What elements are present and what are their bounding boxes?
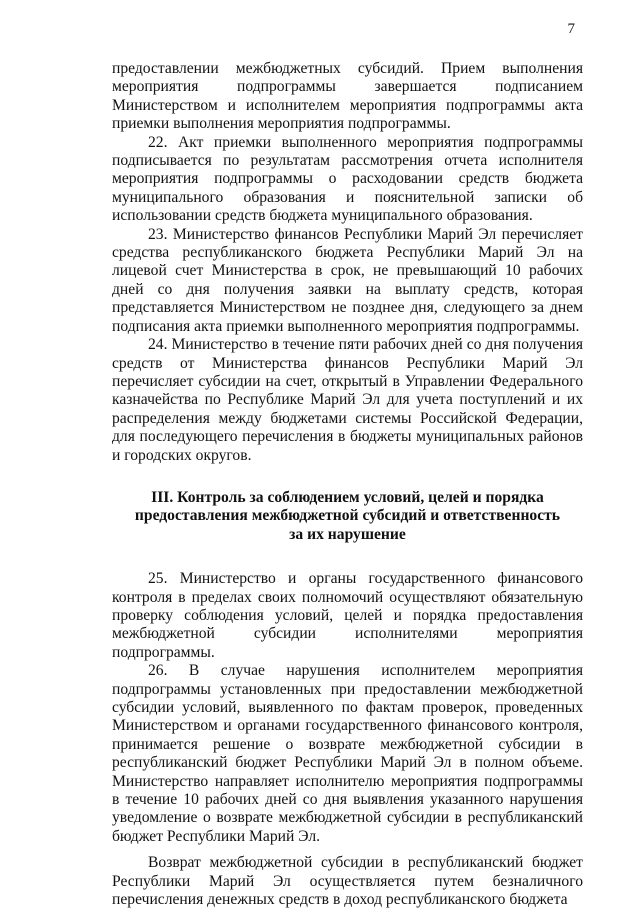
section-heading-line-1: III. Контроль за соблюдением условий, целей и порядка bbox=[151, 488, 544, 506]
page-number: 7 bbox=[567, 21, 575, 37]
section-heading bbox=[112, 489, 583, 544]
section-heading-line-3: за их нарушение bbox=[289, 525, 406, 543]
paragraph-22: 22. Акт приемки выполненного мероприятия подпрограммы подписывается по результатам рассмотрения отчета исполнителя мероприятия подпрограммы о расходовании средств бюджета муниципального образования и пояснительной записки об использовании средств бюджета муниципального образования. bbox=[112, 133, 583, 225]
paragraph-25: 25. Министерство и органы государственного финансового контроля в пределах своих полномочий осуществляют обязательную проверку соблюдения условий, целей и порядка предоставления межбюджетной субсидии исполнителями мероприятия подпрограммы. bbox=[112, 570, 583, 661]
paragraph-return: Возврат межбюджетной субсидии в республиканский бюджет Республики Марий Эл осуществляется путем безналичного перечисления денежных средств в доход республиканского бюджета bbox=[112, 854, 583, 909]
paragraph-gap bbox=[112, 846, 583, 854]
paragraph-26: 26. В случае нарушения исполнителем мероприятия подпрограммы установленных при предоставлении межбюджетной субсидии условий, выявленного по фактам проверок, проведенных Министерством и органами государственного финансового контроля, принимается решение о возврате межбюджетной субсидии в республиканский бюджет Республики Марий Эл в полном объеме. Министерство направляет исполнителю мероприятия подпрограммы в течение 10 рабочих дней со дня выявления указанного нарушения уведомление о возврате межбюджетной субсидии в республиканский бюджет Республики Марий Эл. bbox=[112, 662, 583, 845]
paragraph-23: 23. Министерство финансов Республики Марий Эл перечисляет средства республиканского бюджета Республики Марий Эл на лицевой счет Министерства в срок, не превышающий 10 рабочих дней со дня получения заявки на выплату средств, которая представляется Министерством не позднее дня, следующего за днем подписания акта приемки выполненного мероприятия подпрограммы. bbox=[112, 225, 583, 335]
paragraph-continuation: предоставлении межбюджетных субсидий. Прием выполнения мероприятия подпрограммы завершается подписанием Министерством и исполнителем мероприятия подпрограммы акта приемки выполнения мероприятия подпрограммы. bbox=[112, 60, 583, 133]
paragraph-24: 24. Министерство в течение пяти рабочих дней со дня получения средств от Министерства финансов Республики Марий Эл перечисляет субсидии на счет, открытый в Управлении Федерального казначейства по Республике Марий Эл для учета поступлений и их распределения между бюджетами системы Российской Федерации, для последующего перечисления в бюджеты муниципальных районов и городских округов. bbox=[112, 336, 583, 464]
document-body bbox=[112, 60, 583, 909]
section-heading-line-2: предоставления межбюджетной субсидий и ответственность bbox=[134, 507, 561, 525]
